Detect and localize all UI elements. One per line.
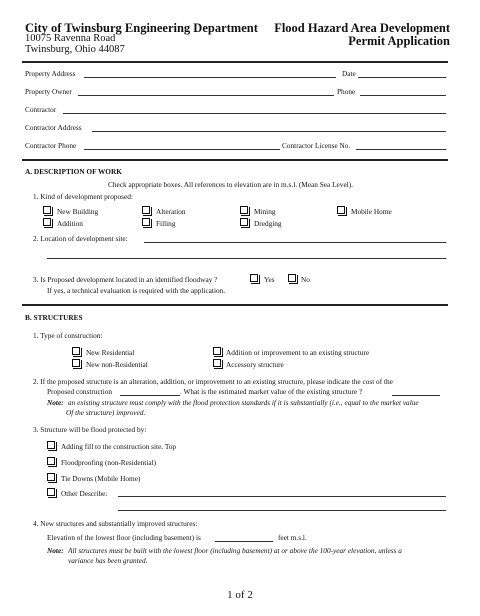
note-1-text-cont: Of the structure) improved.: [66, 408, 146, 417]
addition-improvement-checkbox[interactable]: [213, 347, 221, 355]
floodway-yes-checkbox[interactable]: [250, 274, 258, 282]
location-field-2[interactable]: [47, 258, 446, 259]
note-2-text-cont: variance has been granted.: [68, 556, 148, 565]
contractor-license-label: Contractor License No.: [282, 141, 351, 150]
floodproofing-checkbox[interactable]: [47, 457, 55, 465]
section-a-q3: 3. Is Proposed development located in an identified floodway ?: [33, 275, 218, 284]
contractor-field[interactable]: [63, 113, 446, 114]
section-a-q3-note: If yes, a technical evaluation is required with the application.: [47, 286, 226, 295]
other-describe-field-1[interactable]: [118, 496, 446, 497]
new-non-residential-checkbox[interactable]: [72, 359, 80, 367]
filling-label: Filling: [156, 219, 176, 228]
mobile-home-label: Mobile Home: [351, 207, 392, 216]
section-b-q3: 3. Structure will be flood protected by:: [33, 425, 147, 434]
lowest-floor-elevation-field[interactable]: [215, 541, 273, 542]
section-a-divider: [22, 159, 448, 161]
market-value-field[interactable]: [392, 395, 440, 396]
contractor-address-label: Contractor Address: [25, 123, 82, 132]
section-a-q1: 1. Kind of development proposed:: [33, 192, 133, 201]
mining-checkbox[interactable]: [240, 206, 248, 214]
phone-field[interactable]: [360, 95, 446, 96]
form-title-1: Flood Hazard Area Development: [274, 21, 450, 35]
lowest-floor-label: Elevation of the lowest floor (including basement) is: [47, 533, 201, 542]
accessory-structure-label: Accessory structure: [226, 360, 284, 369]
property-owner-label: Property Owner: [25, 87, 72, 96]
location-field-1[interactable]: [144, 242, 446, 243]
address-line-1: 10075 Ravenna Road: [25, 33, 116, 44]
addition-improvement-label: Addition or improvement to an existing structure: [226, 348, 370, 357]
section-a-heading: A. DESCRIPTION OF WORK: [25, 167, 122, 176]
property-owner-field[interactable]: [78, 95, 334, 96]
contractor-address-field[interactable]: [92, 131, 446, 132]
construction-cost-field[interactable]: [120, 395, 180, 396]
addition-checkbox[interactable]: [43, 218, 51, 226]
section-b-q2-construction-label: Proposed construction: [47, 387, 113, 396]
new-building-checkbox[interactable]: [43, 206, 51, 214]
lowest-floor-unit: feet m.s.l.: [278, 533, 307, 542]
adding-fill-label: Adding fill to the construction site. Top: [61, 442, 177, 451]
form-title-2: Permit Application: [348, 34, 450, 48]
floodway-yes-label: Yes: [264, 275, 275, 284]
alteration-label: Alteration: [156, 207, 186, 216]
accessory-structure-checkbox[interactable]: [213, 359, 221, 367]
floodway-no-label: No: [301, 275, 310, 284]
mobile-home-checkbox[interactable]: [337, 206, 345, 214]
section-a-q2: 2. Location of development site:: [33, 234, 128, 243]
section-b-heading: B. STRUCTURES: [25, 313, 83, 322]
contractor-label: Contractor: [25, 105, 57, 114]
page-number: 1 of 2: [227, 589, 253, 601]
date-label: Date: [342, 69, 356, 78]
tie-downs-checkbox[interactable]: [47, 473, 55, 481]
floodway-no-checkbox[interactable]: [288, 274, 296, 282]
department-title: City of Twinsburg Engineering Department: [25, 21, 258, 35]
other-describe-field-2[interactable]: [118, 510, 446, 511]
contractor-phone-field[interactable]: [84, 149, 280, 150]
section-b-q2-line1: 2. If the proposed structure is an alteration, addition, or improvement to an existing structure, please indicate the cost of the: [33, 377, 393, 386]
tie-downs-label: Tie Downs (Mobile Home): [61, 474, 141, 483]
dredging-label: Dredging: [254, 219, 282, 228]
other-label: Other Describe:: [61, 489, 108, 498]
date-field[interactable]: [358, 77, 446, 78]
note-1-label: Note:: [47, 398, 64, 407]
section-b-divider: [22, 304, 448, 306]
section-a-intro: Check appropriate boxes. All references to elevation are in m.s.l. (Mean Sea Level).: [108, 180, 353, 189]
filling-checkbox[interactable]: [142, 218, 150, 226]
contractor-phone-label: Contractor Phone: [25, 141, 77, 150]
contractor-license-field[interactable]: [356, 149, 446, 150]
adding-fill-checkbox[interactable]: [47, 441, 55, 449]
new-residential-label: New Residential: [86, 348, 135, 357]
section-b-q2-market-value-label: . What is the estimated market value of the existing structure ?: [180, 387, 363, 396]
property-address-field[interactable]: [84, 77, 336, 78]
addition-label: Addition: [57, 219, 83, 228]
other-checkbox[interactable]: [47, 488, 55, 496]
note-1-text: an existing structure must comply with the flood protection standards if it is substantially (i.e., equal to the market value: [68, 398, 419, 407]
alteration-checkbox[interactable]: [142, 206, 150, 214]
mining-label: Mining: [254, 207, 276, 216]
floodproofing-label: Floodproofing (non-Residential): [61, 458, 157, 467]
section-b-q1: 1. Type of construction:: [33, 331, 103, 340]
new-building-label: New Building: [57, 207, 99, 216]
phone-label: Phone: [337, 87, 356, 96]
property-address-label: Property Address: [25, 69, 76, 78]
new-non-residential-label: New non-Residential: [86, 360, 148, 369]
section-b-q4: 4. New structures and substantially improved structures:: [33, 519, 198, 528]
note-2-text: All structures must be built with the lowest floor (including basement) at or above the 100-year elevation, unless a: [68, 546, 402, 555]
new-residential-checkbox[interactable]: [72, 347, 80, 355]
address-line-2: Twinsburg, Ohio 44087: [25, 44, 125, 55]
header-divider: [22, 61, 448, 63]
note-2-label: Note:: [47, 546, 64, 555]
dredging-checkbox[interactable]: [240, 218, 248, 226]
